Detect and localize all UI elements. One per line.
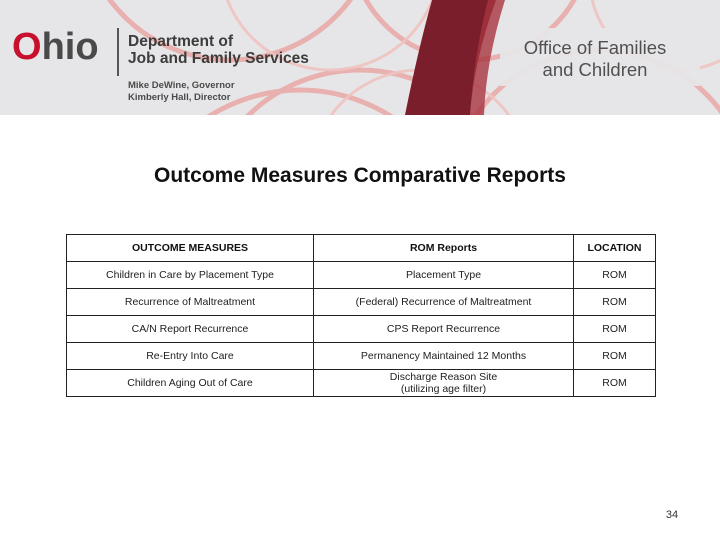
department-line-1: Department of [128,33,234,50]
column-header-outcome-measures: OUTCOME MEASURES [67,235,314,262]
ohio-logo-rest: hio [41,26,99,68]
outcome-measures-table [66,234,656,397]
logo-divider [117,28,119,76]
governor-name: Mike DeWine, Governor [128,80,235,91]
table-cell: CPS Report Recurrence [314,316,574,343]
table-cell [314,370,574,397]
table-cell: Children in Care by Placement Type [67,262,314,289]
page-number: 34 [665,509,679,521]
ohio-logo-o: O [12,26,42,68]
table-cell: ROM [574,262,656,289]
table-cell: ROM [574,316,656,343]
table-row [67,262,656,289]
department-line-2: Job and Family Services [128,50,309,67]
table-row [67,289,656,316]
director-name: Kimberly Hall, Director [128,92,231,103]
page-title: Outcome Measures Comparative Reports [154,164,566,187]
table-cell: ROM [574,370,656,397]
office-line-2: and Children [542,59,648,80]
officials [128,80,235,104]
table-cell: Permanency Maintained 12 Months [314,343,574,370]
table-cell: CA/N Report Recurrence [67,316,314,343]
table-cell: Re-Entry Into Care [67,343,314,370]
table-cell: Children Aging Out of Care [67,370,314,397]
table-cell-line-1: Discharge Reason Site [389,371,498,383]
header-banner [0,0,720,115]
department-name [128,33,309,67]
office-line-1: Office of Families [523,37,667,58]
ohio-logo [12,28,99,66]
table-cell: ROM [574,289,656,316]
table-cell-line-2: (utilizing age filter) [400,383,487,395]
table-row [67,316,656,343]
table-cell: Recurrence of Maltreatment [67,289,314,316]
table-cell: Placement Type [314,262,574,289]
table-header-row [67,235,656,262]
table-row [67,370,656,397]
office-name [500,37,690,81]
table-cell: (Federal) Recurrence of Maltreatment [314,289,574,316]
column-header-rom-reports: ROM Reports [314,235,574,262]
table-cell: ROM [574,343,656,370]
table-row [67,343,656,370]
column-header-location: LOCATION [574,235,656,262]
